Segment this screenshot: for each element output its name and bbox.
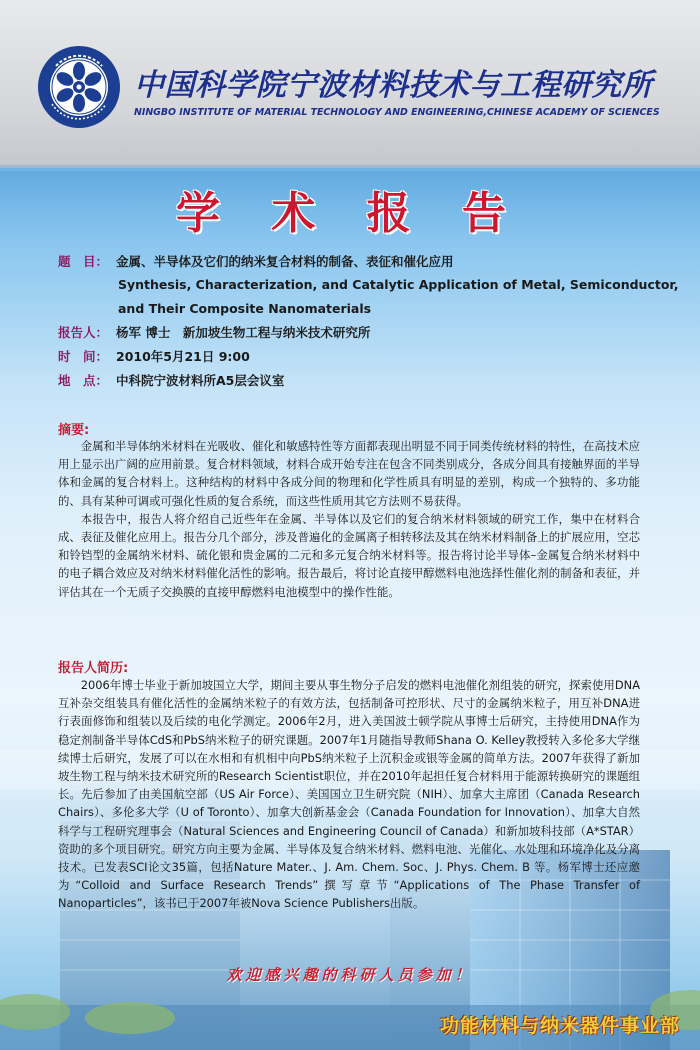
org-name-en: NINGBO INSTITUTE OF MATERIAL TECHNOLOGY AND ENGINEERING,CHINESE ACADEMY OF SCIENCES	[134, 107, 660, 118]
org-name-cn: 中国科学院宁波材料技术与工程研究所	[134, 68, 653, 100]
speaker-row	[58, 323, 370, 341]
place-row	[58, 371, 284, 389]
page-title: 学 术 报 告	[176, 188, 524, 239]
topic-en-line-1: Synthesis, Characterization, and Catalytic Application of Metal, Semiconductor,	[118, 277, 679, 292]
time-label: 时 间：	[58, 349, 109, 364]
speaker-value: 杨军 博士 新加坡生物工程与纳米技术研究所	[116, 325, 371, 340]
welcome-message: 欢迎感兴趣的科研人员参加！	[226, 966, 474, 984]
topic-label: 题 目：	[58, 254, 109, 269]
topic-cn: 金属、半导体及它们的纳米复合材料的制备、表征和催化应用	[116, 254, 454, 269]
poster-body	[0, 171, 700, 1050]
topic-en-line-2: and Their Composite Nanomaterials	[118, 301, 372, 316]
header-banner	[0, 0, 700, 168]
bio-body	[58, 676, 640, 913]
time-value: 2010年5月21日 9:00	[116, 349, 250, 364]
place-value: 中科院宁波材料所A5层会议室	[116, 373, 285, 388]
bio-heading: 报告人简历:	[58, 661, 129, 676]
bio-paragraph: 2006年博士毕业于新加坡国立大学，期间主要从事生物分子启发的燃料电池催化剂组装的研究，探索使用DNA互补杂交组装具有催化活性的金属纳米粒子的有效方法，包括制备可控形状、尺寸的金属纳米粒子，用互补DNA进行表面修饰和组装以及后续的电化学测定。2006年2月，进入美国波士顿学院从事博士后研究，主持使用DNA作为稳定剂制备半导体CdS和PbS纳米粒子的研究课题。2007年1月随指导教师Shana O. Kelley教授转入多伦多大学继续博士后研究，发展了可以在水相和有机相中向PbS纳米粒子上沉积金或银等金属的简单方法。2007年获得了新加坡生物工程与纳米技术研究所的Research Scientist职位，并在2010年起担任复合材料用于能源转换研究的课题组长。先后参加了由美国航空部（US Air Force）、美国国立卫生研究院（NIH）、加拿大主席团（Canada Research Chairs）、多伦多大学（U of Toronto）、加拿大创新基金会（Canada Foundation for Innovation）、加拿大自然科学与工程研究理事会（Natural Sciences and Engineering Council of Canada）和新加坡科技部（A*STAR）资助的多个项目研究。研究方向主要为金属、半导体及复合纳米材料、燃料电池、光催化、水处理和环境净化及分离技术。已发表SCI论文35篇，包括Nature Mater.、J. Am. Chem. Soc、J. Phys. Chem. B 等。杨军博士还应邀为“Colloid and Surface Research Trends”撰写章节“Applications of The Phase Transfer of Nanoparticles”，该书已于2007年被Nova Science Publishers出版。	[58, 678, 640, 911]
time-row	[58, 347, 250, 365]
abstract-paragraph-1: 金属和半导体纳米材料在光吸收、催化和敏感特性等方面都表现出明显不同于同类传统材料的特性，在高技术应用上显示出广阔的应用前景。复合材料领域，材料合成开始专注在包含不同类别成分，各成分间具有接触界面的半导体和金属的复合材料上。这种结构的材料中各成分间的物理和化学性质具有明显的差别，构成一个独特的、多功能的、具有某种可调或可强化性质的复合系统，而这些性质用其它方法则不易获得。	[58, 439, 640, 508]
abstract-body	[58, 437, 640, 601]
topic-row	[58, 252, 454, 270]
cas-logo-seal	[36, 44, 122, 130]
speaker-label: 报告人：	[58, 325, 109, 340]
place-label: 地 点：	[58, 373, 109, 388]
abstract-paragraph-2: 本报告中，报告人将介绍自己近些年在金属、半导体以及它们的复合纳米材料领域的研究工作，集中在材料合成、表征及催化应用上。报告分几个部分，涉及普遍化的金属离子相转移法及其在纳米材料制备上的扩展应用，空芯和铃铛型的金属纳米材料、硫化银和贵金属的二元和多元复合纳米材料等。报告将讨论半导体–金属复合纳米材料中的电子耦合效应及对纳米材料催化活性的影响。报告最后，将讨论直接甲醇燃料电池选择性催化剂的制备和表征，并评估其在一个无质子交换膜的直接甲醇燃料电池模型中的操作性能。	[58, 511, 640, 599]
footer-department: 功能材料与纳米器件事业部	[439, 1015, 680, 1037]
abstract-heading: 摘要:	[58, 423, 90, 438]
